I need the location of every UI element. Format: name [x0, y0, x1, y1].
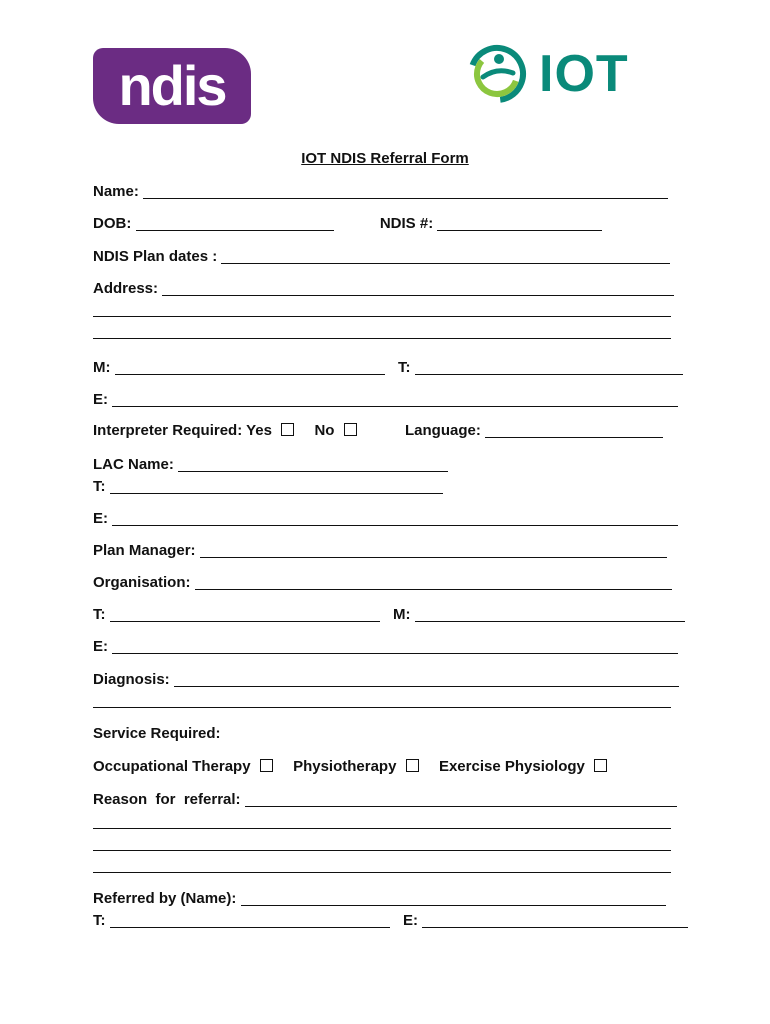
dob-field[interactable] — [136, 215, 334, 231]
lac-name-label: LAC Name: — [93, 456, 174, 473]
physiotherapy-checkbox[interactable] — [406, 759, 419, 772]
pm-phone-field[interactable] — [110, 606, 380, 622]
referred-by-row — [93, 889, 666, 909]
address-row — [93, 279, 674, 299]
referrer-email-field[interactable] — [422, 912, 688, 928]
plan-manager-row — [93, 541, 667, 561]
pm-email-field[interactable] — [112, 638, 678, 654]
ndis-number-label: NDIS #: — [379, 215, 434, 232]
plan-manager-field[interactable] — [200, 542, 667, 558]
service-required-label: Service Required: — [93, 725, 221, 742]
dob-row — [93, 214, 602, 234]
reason-field[interactable] — [245, 791, 677, 807]
name-row — [93, 182, 668, 202]
form-title: IOT NDIS Referral Form — [301, 150, 469, 167]
plan-dates-field[interactable] — [221, 248, 670, 264]
name-label: Name: — [93, 183, 139, 200]
contact-row — [93, 358, 683, 378]
diagnosis-row — [93, 670, 679, 690]
iot-logo-text: IOT — [539, 45, 629, 103]
diagnosis-label: Diagnosis: — [93, 671, 170, 688]
mobile-field[interactable] — [115, 359, 385, 375]
referrer-phone-field[interactable] — [110, 912, 390, 928]
referred-by-field[interactable] — [241, 890, 666, 906]
plan-dates-label: NDIS Plan dates : — [93, 248, 218, 265]
interpreter-no-checkbox[interactable] — [344, 423, 357, 436]
diagnosis-field[interactable] — [174, 671, 679, 687]
lac-phone-row — [93, 477, 443, 497]
referrer-phone-label: T: — [93, 912, 106, 929]
reason-line-3[interactable] — [93, 850, 671, 851]
services-row — [93, 757, 607, 777]
language-label: Language: — [404, 422, 481, 439]
name-field[interactable] — [143, 183, 668, 199]
pm-email-label: E: — [93, 638, 108, 655]
lac-name-field[interactable] — [178, 456, 448, 472]
lac-email-row — [93, 509, 678, 529]
organisation-row — [93, 573, 672, 593]
reason-row — [93, 790, 677, 810]
plan-dates-row — [93, 247, 670, 267]
referrer-contact-row — [93, 911, 688, 931]
lac-phone-field[interactable] — [110, 478, 443, 494]
interpreter-row — [93, 421, 663, 441]
referrer-email-label: E: — [403, 912, 419, 929]
pm-email-row — [93, 637, 678, 657]
lac-email-field[interactable] — [112, 510, 678, 526]
physiotherapy-label: Physiotherapy — [293, 758, 397, 775]
service-required-row — [93, 724, 221, 744]
occupational-therapy-label: Occupational Therapy — [93, 758, 251, 775]
email-label: E: — [93, 391, 108, 408]
reason-line-4[interactable] — [93, 872, 671, 873]
dob-label: DOB: — [93, 215, 132, 232]
address-label: Address: — [93, 280, 159, 297]
lac-email-label: E: — [93, 510, 108, 527]
ndis-number-field[interactable] — [437, 215, 602, 231]
language-field[interactable] — [485, 422, 663, 438]
email-field[interactable] — [112, 391, 678, 407]
lac-phone-label: T: — [93, 478, 106, 495]
address-line-2[interactable] — [93, 316, 671, 317]
reason-line-2[interactable] — [93, 828, 671, 829]
phone-field[interactable] — [415, 359, 683, 375]
referred-by-label: Referred by (Name): — [93, 890, 237, 907]
email-row — [93, 390, 678, 410]
pm-mobile-label: M: — [393, 606, 411, 623]
address-field[interactable] — [162, 280, 674, 296]
pm-phone-label: T: — [93, 606, 106, 623]
pm-mobile-field[interactable] — [415, 606, 685, 622]
interpreter-label: Interpreter Required: Yes — [93, 422, 272, 439]
phone-label: T: — [398, 359, 411, 376]
occupational-therapy-checkbox[interactable] — [260, 759, 273, 772]
lac-name-row — [93, 455, 448, 475]
organisation-field[interactable] — [195, 574, 672, 590]
pm-contact-row — [93, 605, 685, 625]
iot-logo — [461, 43, 646, 105]
iot-swirl-icon — [461, 43, 537, 105]
organisation-label: Organisation: — [93, 574, 191, 591]
exercise-physiology-checkbox[interactable] — [594, 759, 607, 772]
address-line-3[interactable] — [93, 338, 671, 339]
interpreter-yes-checkbox[interactable] — [281, 423, 294, 436]
interpreter-no-label: No — [314, 422, 335, 439]
reason-label: Reason for referral: — [93, 791, 241, 808]
diagnosis-line-2[interactable] — [93, 707, 671, 708]
ndis-logo: ndis — [93, 48, 251, 124]
exercise-physiology-label: Exercise Physiology — [438, 758, 585, 775]
mobile-label: M: — [93, 359, 111, 376]
plan-manager-label: Plan Manager: — [93, 542, 196, 559]
